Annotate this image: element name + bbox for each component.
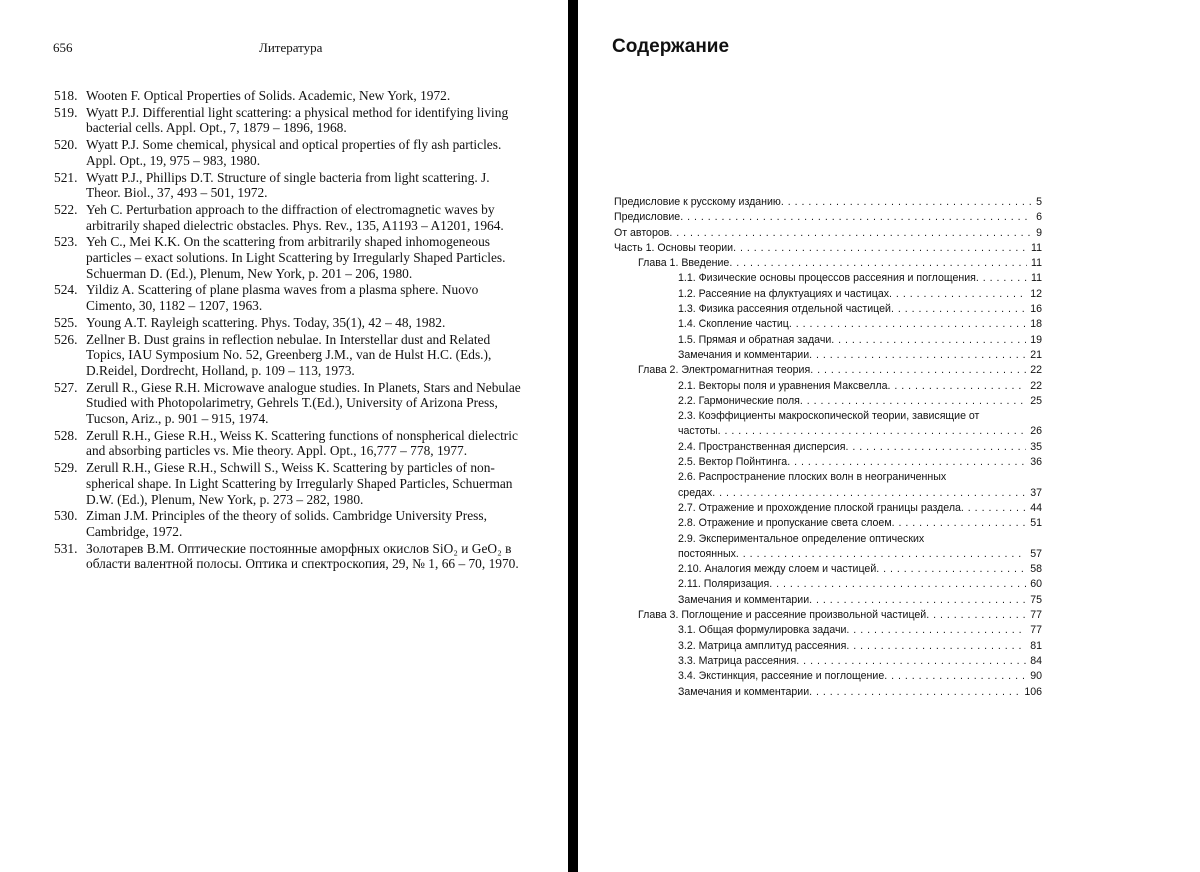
toc-entry-title: Замечания и комментарии bbox=[678, 593, 810, 606]
toc-entry-title: 1.4. Скопление частиц bbox=[678, 318, 789, 331]
toc-entry[interactable] bbox=[614, 623, 1042, 638]
toc-page-number: 22 bbox=[1030, 364, 1042, 377]
running-title: Литература bbox=[259, 40, 323, 55]
toc-entry[interactable] bbox=[614, 440, 1042, 455]
reference-item bbox=[54, 202, 526, 233]
toc-page-number: 84 bbox=[1030, 654, 1042, 667]
toc-leader-dots bbox=[800, 394, 1026, 409]
toc-entry-title: Глава 3. Поглощение и рассеяние произвольной частицей bbox=[638, 609, 927, 622]
reference-number: 525. bbox=[54, 314, 78, 330]
toc-entry-title: 3.2. Матрица амплитуд рассеяния bbox=[678, 639, 847, 652]
reference-text: Wyatt P.J. Some chemical, physical and optical properties of fly ash particles. Appl. Opt., 19, 975 – 983, 1980. bbox=[86, 137, 502, 168]
reference-number: 526. bbox=[54, 331, 78, 347]
toc-page-number: 77 bbox=[1030, 624, 1042, 637]
reference-number: 531. bbox=[54, 540, 78, 556]
toc-leader-dots bbox=[926, 608, 1026, 623]
toc-entry-title: 2.9. Экспериментальное определение оптических bbox=[678, 532, 925, 545]
toc-entry[interactable] bbox=[614, 486, 1042, 501]
reference-item bbox=[54, 380, 526, 427]
toc-entry-title: частоты bbox=[678, 425, 718, 438]
toc-entry[interactable] bbox=[614, 577, 1042, 592]
toc-page-number: 5 bbox=[1036, 196, 1042, 208]
toc-entry[interactable] bbox=[614, 287, 1042, 302]
reference-number: 523. bbox=[54, 234, 78, 250]
toc-entry[interactable] bbox=[614, 424, 1042, 439]
toc-entry-title: 3.4. Экстинкция, рассеяние и поглощение bbox=[678, 670, 885, 683]
toc-leader-dots bbox=[736, 547, 1026, 562]
reference-item bbox=[54, 508, 526, 539]
reference-list bbox=[54, 88, 526, 573]
toc-entry-title: Глава 1. Введение bbox=[638, 257, 730, 270]
toc-entry[interactable] bbox=[614, 532, 1042, 547]
reference-text: Zellner B. Dust grains in reflection nebulae. In Interstellar dust and Related Topics, IAU Symposium No. 52, Greenberg J.M., van de Hulst H.C. (Eds.), D.Reidel, Dordrecht, Holland, p. 109 – 113, 1973. bbox=[86, 331, 492, 378]
toc-page-number: 26 bbox=[1030, 425, 1042, 438]
reference-number: 530. bbox=[54, 508, 78, 524]
toc-page-number: 60 bbox=[1030, 578, 1042, 591]
toc-entry-title: 1.5. Прямая и обратная задачи bbox=[678, 333, 832, 346]
toc-page-number: 19 bbox=[1030, 333, 1042, 346]
toc-page-number: 36 bbox=[1030, 456, 1042, 469]
reference-text: Yeh C., Mei K.K. On the scattering from arbitrarily shaped inhomogeneous particles – exact solutions. In Light Scattering by Irregularly Shaped Particles. Schuerman D. (Ed.), Plenum, New York, p. 201 – 206, 1980. bbox=[86, 234, 506, 281]
toc-leader-dots bbox=[781, 195, 1032, 210]
toc-entry[interactable] bbox=[614, 593, 1042, 608]
toc-entry-title: 2.4. Пространственная дисперсия bbox=[678, 440, 846, 453]
toc-entry-title: 1.3. Физика рассеяния отдельной частицей bbox=[678, 303, 891, 316]
toc-entry-title: Замечания и комментарии bbox=[678, 348, 810, 361]
reference-item bbox=[54, 137, 526, 168]
toc-page-number: 9 bbox=[1036, 226, 1042, 239]
reference-number: 527. bbox=[54, 379, 78, 395]
reference-number: 524. bbox=[54, 282, 78, 298]
reference-text: Zerull R., Giese R.H. Microwave analogue studies. In Planets, Stars and Nebulae Studied with Photopolarimetry, Gehrels T.(Ed.), University of Arizona Press, Tucson, Ariz., p. 901 – 915, 1974. bbox=[86, 379, 521, 427]
contents-title: Содержание bbox=[612, 36, 730, 57]
toc-entry-title: Предисловие к русскому изданию bbox=[614, 196, 781, 208]
toc-entry-title: Глава 2. Электромагнитная теория bbox=[638, 364, 811, 377]
reference-item bbox=[54, 105, 526, 136]
reference-item bbox=[54, 234, 526, 281]
reference-item bbox=[54, 315, 526, 331]
toc-page-number: 16 bbox=[1030, 303, 1042, 316]
toc-entry-title: 3.1. Общая формулировка задачи bbox=[678, 624, 847, 637]
reference-number: 520. bbox=[54, 137, 78, 153]
reference-item bbox=[54, 332, 526, 379]
toc-page-number: 25 bbox=[1030, 394, 1042, 407]
reference-number: 522. bbox=[54, 201, 78, 217]
toc-page-number: 12 bbox=[1030, 287, 1042, 300]
reference-text: Yeh C. Perturbation approach to the diffraction of electromagnetic waves by arbitrarily shaped dielectric obstacles. Phys. Rev., 135, A1193 – A1201, 1964. bbox=[86, 201, 504, 233]
toc-leader-dots bbox=[809, 348, 1026, 363]
toc-entry[interactable] bbox=[614, 302, 1042, 317]
toc-entry[interactable] bbox=[614, 409, 1042, 424]
toc-leader-dots bbox=[891, 302, 1026, 317]
toc-entry[interactable] bbox=[614, 470, 1042, 485]
toc-entry-title: 1.2. Рассеяние на флуктуациях и частицах bbox=[678, 287, 890, 300]
reference-text: Wooten F. Optical Properties of Solids. Academic, New York, 1972. bbox=[86, 88, 451, 103]
toc-entry-title: Предисловие bbox=[614, 211, 681, 224]
toc-entry[interactable] bbox=[614, 654, 1042, 669]
toc-entry[interactable] bbox=[614, 639, 1042, 654]
toc-entry-title: От авторов bbox=[614, 226, 670, 239]
toc-entry[interactable] bbox=[614, 501, 1042, 516]
toc-leader-dots bbox=[669, 226, 1032, 241]
toc-page-number: 58 bbox=[1030, 563, 1042, 576]
toc-leader-dots bbox=[733, 241, 1027, 256]
toc-entry-title: 2.7. Отражение и прохождение плоской границы раздела bbox=[678, 501, 961, 514]
reference-text: Yildiz A. Scattering of plane plasma waves from a plasma sphere. Nuovo Cimento, 30, 1182 – 1207, 1963. bbox=[86, 282, 479, 314]
reference-text: Young A.T. Rayleigh scattering. Phys. Today, 35(1), 42 – 48, 1982. bbox=[86, 314, 446, 330]
toc-entry[interactable] bbox=[614, 363, 1042, 378]
toc-page-number: 51 bbox=[1030, 517, 1042, 530]
reference-number: 528. bbox=[54, 427, 78, 443]
toc-entry-title: средах bbox=[678, 486, 713, 499]
toc-entry[interactable] bbox=[614, 210, 1042, 225]
reference-number: 518. bbox=[54, 88, 78, 103]
toc-leader-dots bbox=[892, 516, 1027, 531]
toc-page-number: 44 bbox=[1030, 501, 1042, 514]
toc-entry-title: Замечания и комментарии bbox=[678, 685, 810, 698]
reference-item bbox=[54, 541, 526, 572]
reference-number: 521. bbox=[54, 169, 78, 185]
toc-entry[interactable] bbox=[614, 379, 1042, 394]
toc-page-number: 18 bbox=[1030, 318, 1042, 331]
toc-entry-title: 2.6. Распространение плоских волн в неограниченных bbox=[678, 471, 947, 484]
toc-leader-dots bbox=[718, 424, 1027, 439]
reference-item bbox=[54, 282, 526, 313]
toc-entry-title: 2.10. Аналогия между слоем и частицей bbox=[678, 563, 877, 576]
toc-leader-dots bbox=[884, 669, 1026, 684]
toc-page-number: 75 bbox=[1030, 593, 1042, 606]
toc-leader-dots bbox=[846, 639, 1026, 654]
toc-entry[interactable] bbox=[614, 195, 1042, 210]
toc-leader-dots bbox=[876, 562, 1026, 577]
page-number: 656 bbox=[53, 40, 73, 55]
reference-text: Zerull R.H., Giese R.H., Schwill S., Weiss K. Scattering by particles of non-spherical shape. In Light Scattering by Irregularly Shaped Particles, Schuerman D.W. (Ed.), Plenum, New York, p. 273 – 282, 1980. bbox=[86, 460, 513, 507]
toc-entry[interactable] bbox=[614, 333, 1042, 348]
toc-entry-title: 2.8. Отражение и пропускание света слоем bbox=[678, 517, 892, 530]
reference-text: Wyatt P.J., Phillips D.T. Structure of single bacteria from light scattering. J. Theor. Biol., 37, 493 – 501, 1972. bbox=[86, 169, 490, 201]
toc-entry-title: Часть 1. Основы теории bbox=[614, 241, 734, 254]
toc-leader-dots bbox=[889, 287, 1026, 302]
toc-leader-dots bbox=[789, 317, 1026, 332]
toc-leader-dots bbox=[712, 486, 1026, 501]
toc-entry[interactable] bbox=[614, 669, 1042, 684]
reference-item bbox=[54, 428, 526, 459]
toc-entry[interactable] bbox=[614, 271, 1042, 286]
toc-entry[interactable] bbox=[614, 516, 1042, 531]
toc-entry-title: 2.11. Поляризация bbox=[678, 578, 770, 591]
toc-page-number: 106 bbox=[1024, 685, 1042, 698]
toc-entry[interactable] bbox=[614, 685, 1042, 700]
toc-page-number: 21 bbox=[1030, 348, 1042, 361]
toc-entry-title: 2.3. Коэффициенты макроскопической теории, зависящие от bbox=[678, 410, 980, 423]
toc-entry[interactable] bbox=[614, 317, 1042, 332]
toc-entry[interactable] bbox=[614, 608, 1042, 623]
toc-page-number: 37 bbox=[1030, 486, 1042, 499]
reference-text: Ziman J.M. Principles of the theory of solids. Cambridge University Press, Cambridge, 1972. bbox=[86, 508, 487, 539]
toc-entry-title: 2.1. Векторы поля и уравнения Максвелла bbox=[678, 379, 888, 392]
reference-item bbox=[54, 88, 526, 104]
toc-entry-title: 1.1. Физические основы процессов рассеяния и поглощения bbox=[678, 272, 976, 285]
reference-text: Wyatt P.J. Differential light scattering: a physical method for identifying living bacterial cells. Appl. Opt., 7, 1879 – 1896, 1968. bbox=[86, 104, 509, 136]
toc-page-number: 90 bbox=[1030, 670, 1042, 683]
reference-text: Золотарев В.М. Оптические постоянные аморфных окислов SiO₂ и GeO₂ в области валентной полосы. Оптика и спектроскопия, 29, № 1, 66 – 70, 1970. bbox=[86, 540, 519, 572]
toc-page-number: 77 bbox=[1030, 609, 1042, 622]
toc-leader-dots bbox=[845, 440, 1026, 455]
toc-leader-dots bbox=[976, 271, 1027, 286]
toc-entry[interactable] bbox=[614, 562, 1042, 577]
toc-entry[interactable] bbox=[614, 394, 1042, 409]
reference-item bbox=[54, 460, 526, 507]
reference-text: Zerull R.H., Giese R.H., Weiss K. Scattering functions of nonspherical dielectric and absorbing particles vs. Mie theory. Appl. Opt., 16,777 – 778, 1977. bbox=[86, 427, 518, 459]
toc-page-number: 57 bbox=[1030, 547, 1042, 560]
toc-entry[interactable] bbox=[614, 348, 1042, 363]
toc-page-number: 22 bbox=[1030, 379, 1042, 392]
toc-leader-dots bbox=[796, 654, 1026, 669]
toc-entry-title: постоянных bbox=[678, 547, 736, 560]
toc-page-number: 11 bbox=[1031, 257, 1042, 270]
toc-page-number: 81 bbox=[1030, 639, 1042, 652]
toc-page-number: 11 bbox=[1031, 272, 1042, 285]
toc-leader-dots bbox=[729, 256, 1027, 271]
table-of-contents bbox=[614, 195, 1042, 700]
toc-page-number: 35 bbox=[1030, 440, 1042, 453]
reference-number: 519. bbox=[54, 104, 78, 120]
toc-leader-dots bbox=[961, 501, 1026, 516]
toc-page-number: 6 bbox=[1036, 211, 1042, 224]
reference-item bbox=[54, 170, 526, 201]
toc-entry-title: 2.5. Вектор Пойнтинга bbox=[678, 456, 788, 469]
toc-leader-dots bbox=[831, 333, 1026, 348]
toc-entry[interactable] bbox=[614, 241, 1042, 256]
toc-leader-dots bbox=[846, 623, 1026, 638]
toc-leader-dots bbox=[769, 577, 1026, 592]
toc-leader-dots bbox=[809, 593, 1026, 608]
toc-entry[interactable] bbox=[614, 455, 1042, 470]
left-page bbox=[0, 0, 568, 872]
toc-entry[interactable] bbox=[614, 226, 1042, 241]
toc-leader-dots bbox=[680, 210, 1032, 225]
toc-page-number: 11 bbox=[1031, 241, 1042, 254]
toc-leader-dots bbox=[787, 455, 1026, 470]
toc-leader-dots bbox=[888, 379, 1027, 394]
toc-entry-title: 2.2. Гармонические поля bbox=[678, 394, 800, 407]
toc-entry[interactable] bbox=[614, 547, 1042, 562]
toc-leader-dots bbox=[809, 685, 1020, 700]
toc-entry[interactable] bbox=[614, 256, 1042, 271]
reference-number: 529. bbox=[54, 460, 78, 476]
toc-entry-title: 3.3. Матрица рассеяния bbox=[678, 654, 797, 667]
toc-leader-dots bbox=[810, 363, 1026, 378]
